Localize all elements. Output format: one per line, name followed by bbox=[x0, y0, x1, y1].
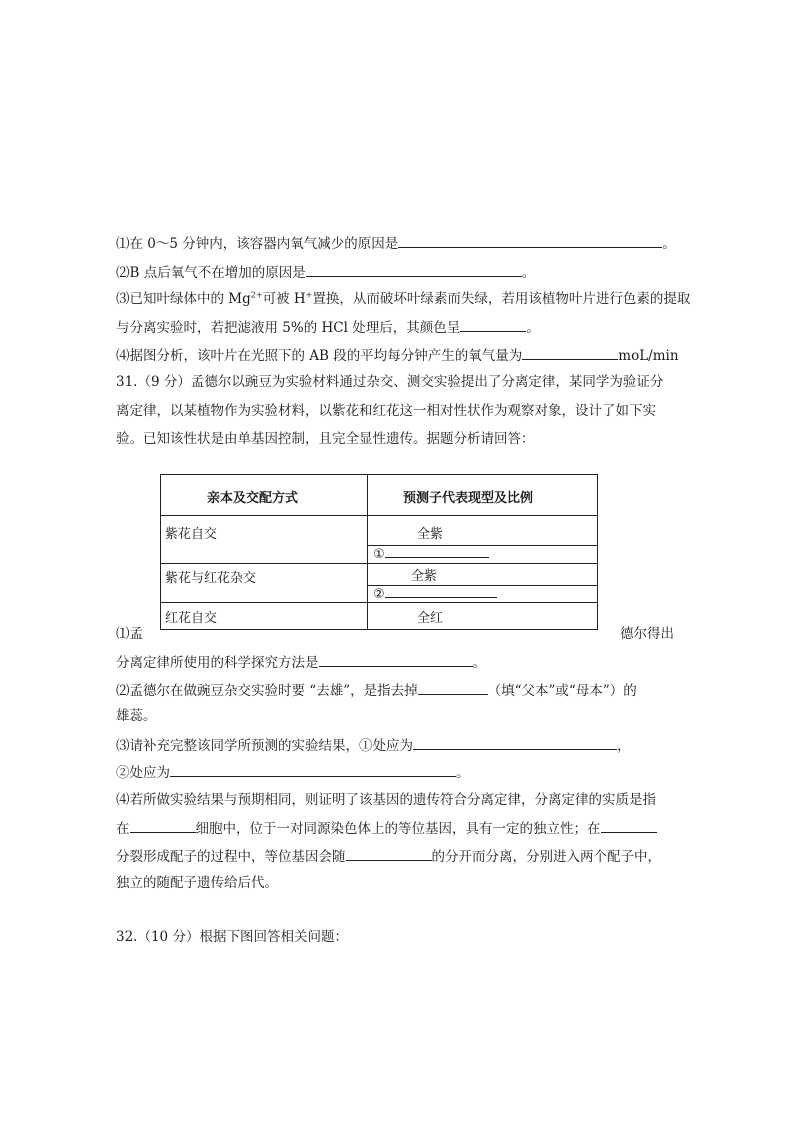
table-blank-1[interactable] bbox=[385, 545, 489, 558]
table-row-3-left: 红花自交 bbox=[165, 611, 218, 626]
q31-sub2-line1: ⑵孟德尔在做豌豆杂交实验时要 “去雄”，是指去掉 （填“父本”或“母本”）的 bbox=[116, 680, 637, 700]
answer-blank-10[interactable] bbox=[601, 818, 657, 833]
q31-sub4-line4: 独立的随配子遗传给后代。 bbox=[116, 875, 278, 891]
table-row-3-right1: 全红 bbox=[417, 611, 444, 626]
table-row-1-right1: 全紫 bbox=[417, 527, 444, 542]
q30-part3-line2: 与分离实验时，若把滤液用 5%的 HCl 处理后，其颜色呈 。 bbox=[116, 317, 540, 337]
table-divider bbox=[367, 475, 368, 629]
table-row-1-right2: ① bbox=[373, 545, 489, 562]
q31-intro-line2: 离定律，以某植物作为实验材料，以紫花和红花这一相对性状作为观察对象，设计了如下实 bbox=[116, 403, 656, 419]
table-row-2-right2: ② bbox=[373, 585, 497, 602]
answer-blank-9[interactable] bbox=[130, 818, 196, 833]
q31-sub4-line2: 在 细胞中，位于一对同源染色体上的等位基因，具有一定的独立性；在 bbox=[116, 818, 657, 838]
q31-sub4-line1: ⑷若所做实验结果与预期相同，则证明了该基因的遗传符合分离定律，分离定律的实质是指 bbox=[116, 792, 656, 808]
q31-sub4-line3: 分裂形成配子的过程中，等位基因会随 的分开而分离，分别进入两个配子中， bbox=[116, 846, 661, 866]
q32-intro: 32.（10 分）根据下图回答相关问题： bbox=[116, 929, 348, 945]
table-header-left: 亲本及交配方式 bbox=[207, 491, 299, 506]
table-blank-2[interactable] bbox=[385, 585, 497, 598]
table-row-2-left: 紫花与红花杂交 bbox=[165, 571, 257, 586]
answer-blank-7[interactable] bbox=[413, 735, 617, 750]
q30-part4: ⑷据图分析，该叶片在光照下的 AB 段的平均每分钟产生的氧气量为 moL/min bbox=[116, 345, 679, 365]
q31-intro-line3: 验。已知该性状是由单基因控制，且完全显性遗传。据题分析请回答： bbox=[116, 431, 535, 447]
q31-sub2-line2: 雄蕊。 bbox=[116, 708, 157, 724]
answer-blank-4[interactable] bbox=[522, 345, 618, 360]
q31-sub3-line2: ②处应为 。 bbox=[116, 762, 470, 782]
q30-part2: ⑵B 点后氧气不在增加的原因是 。 bbox=[116, 262, 535, 282]
answer-blank-1[interactable] bbox=[398, 233, 662, 248]
answer-blank-3[interactable] bbox=[460, 317, 526, 332]
cross-result-table bbox=[160, 474, 598, 630]
q31-sub1-right: 德尔得出 bbox=[620, 626, 674, 642]
q30-part1: ⑴在 0～5 分钟内，该容器内氧气减少的原因是 。 bbox=[116, 233, 676, 253]
answer-blank-11[interactable] bbox=[346, 846, 432, 861]
table-row-1-left: 紫花自交 bbox=[165, 527, 218, 542]
answer-blank-8[interactable] bbox=[170, 762, 456, 777]
q30-part3-line1: ⑶已知叶绿体中的 $Mg^{2+}$可被 H+置换，从而破坏叶绿素而失绿，若用该植物叶片进行色素的提取 bbox=[116, 290, 691, 307]
answer-blank-5[interactable] bbox=[319, 652, 473, 667]
table-header-right: 预测子代表现型及比例 bbox=[403, 491, 534, 506]
table-row-2-right1: 全紫 bbox=[411, 569, 438, 584]
q31-sub1-line2: 分离定律所使用的科学探究方法是 。 bbox=[116, 652, 486, 672]
q31-sub3-line1: ⑶请补充完整该同学所预测的实验结果，①处应为 ， bbox=[116, 735, 631, 755]
q31-intro-line1: 31.（9 分）孟德尔以豌豆为实验材料通过杂交、测交实验提出了分离定律，某同学为验证分 bbox=[116, 374, 664, 390]
q31-sub1-left: ⑴孟 bbox=[116, 626, 143, 642]
answer-blank-2[interactable] bbox=[306, 262, 522, 277]
answer-blank-6[interactable] bbox=[418, 680, 488, 695]
